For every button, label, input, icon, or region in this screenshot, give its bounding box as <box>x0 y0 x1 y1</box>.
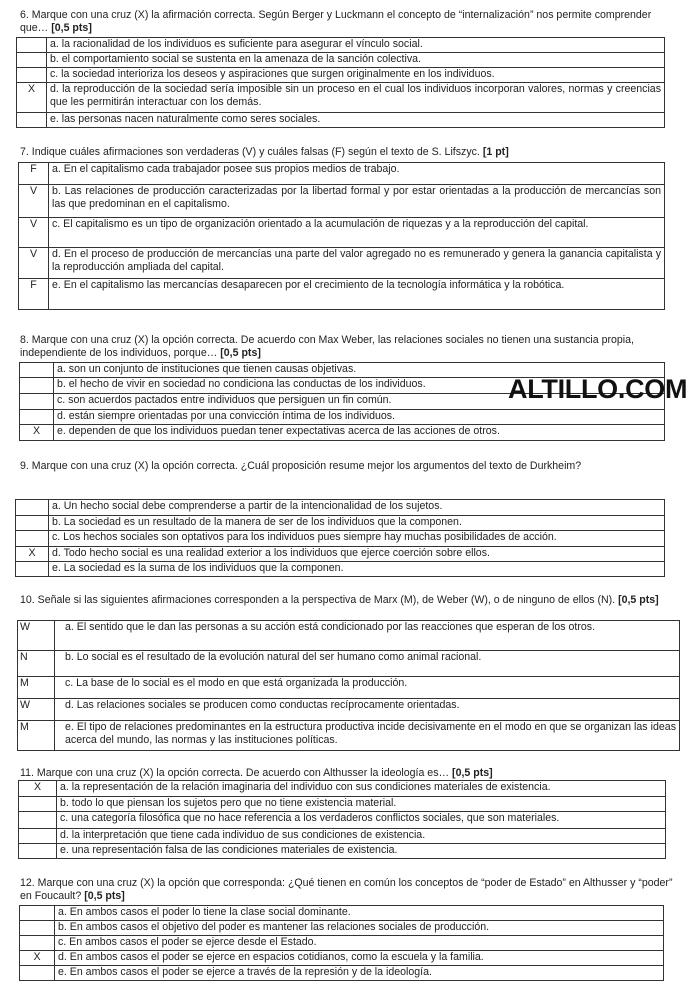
answer-text: d. están siempre orientadas por una convicción íntima de los individuos. <box>54 410 665 425</box>
table-row <box>20 951 664 966</box>
question-8-points: [0,5 pts] <box>220 346 261 359</box>
question-12-header <box>20 877 675 902</box>
table-row <box>20 906 664 921</box>
answer-text: e. una representación falsa de las condiciones materiales de existencia. <box>57 844 666 859</box>
question-9-header <box>20 460 675 473</box>
answer-mark[interactable]: W <box>18 699 55 721</box>
answer-mark[interactable] <box>20 394 54 410</box>
answer-mark[interactable]: N <box>18 651 55 677</box>
answer-mark[interactable] <box>16 516 49 531</box>
question-11-text: 11. Marque con una cruz (X) la opción correcta. De acuerdo con Althusser la ideología es… <box>20 767 450 779</box>
answer-mark[interactable] <box>16 562 49 577</box>
answer-text: a. son un conjunto de instituciones que tienen causas objetivas. <box>54 363 665 378</box>
answer-mark[interactable]: F <box>19 279 49 310</box>
answer-mark[interactable] <box>17 68 47 83</box>
answer-mark[interactable] <box>17 38 47 53</box>
answer-text: d. la interpretación que tiene cada individuo de sus condiciones de existencia. <box>57 829 666 844</box>
table-row <box>19 218 665 248</box>
question-6-points: [0,5 pts] <box>51 21 92 34</box>
answer-text: a. En el capitalismo cada trabajador posee sus propios medios de trabajo. <box>49 163 665 185</box>
answer-text: b. La sociedad es un resultado de la manera de ser de los individuos que la componen. <box>49 516 665 531</box>
table-row <box>20 966 664 981</box>
table-row <box>19 844 666 859</box>
answer-mark[interactable] <box>19 812 57 829</box>
answer-text: e. En ambos casos el poder se ejerce a través de la represión y de la ideología. <box>55 966 664 981</box>
table-row <box>17 68 665 83</box>
answer-text: b. el comportamiento social se sustenta en la amenaza de la sanción colectiva. <box>47 53 665 68</box>
table-row <box>16 500 665 516</box>
answer-mark[interactable] <box>20 921 55 936</box>
table-row <box>19 829 666 844</box>
answer-text: a. la representación de la relación imaginaria del individuo con sus condiciones materiales de existencia. <box>57 781 666 797</box>
question-8-header <box>20 334 675 359</box>
question-11-table <box>18 780 666 859</box>
question-12-points: [0,5 pts] <box>84 889 125 902</box>
answer-mark[interactable] <box>20 410 54 425</box>
answer-text: e. La sociedad es la suma de los individuos que la componen. <box>49 562 665 577</box>
answer-mark[interactable] <box>19 844 57 859</box>
answer-text: d. En el proceso de producción de mercancías una parte del valor agregado no es remunerado y genera la ganancia capitalista y la reproducción ampliada del capital. <box>49 248 665 279</box>
answer-mark[interactable]: V <box>19 248 49 279</box>
answer-mark[interactable]: F <box>19 163 49 185</box>
answer-text: d. Todo hecho social es una realidad exterior a los individuos que ejerce coerción sobre ellos. <box>49 547 665 562</box>
answer-mark[interactable] <box>19 797 57 812</box>
question-7-table <box>18 162 665 310</box>
answer-text: e. dependen de que los individuos puedan tener expectativas acerca de las acciones de otros. <box>54 425 665 441</box>
question-11-header <box>20 767 675 780</box>
table-row <box>18 677 680 699</box>
question-7-header <box>20 146 675 159</box>
answer-mark[interactable] <box>16 500 49 516</box>
answer-text: e. El tipo de relaciones predominantes en la estructura productiva incide decisivamente en el modo en que se organizan las ideas acerca del mundo, las normas y las instituciones políticas. <box>55 721 680 751</box>
answer-text: d. En ambos casos el poder se ejerce en espacios cotidianos, como la escuela y la familia. <box>55 951 664 966</box>
answer-text: e. las personas nacen naturalmente como seres sociales. <box>47 113 665 128</box>
answer-text: d. la reproducción de la sociedad sería imposible sin un proceso en el cual los individuos incorporan valores, normas y creencias que les permitirán interactuar con los demás. <box>47 83 665 113</box>
question-6-text: 6. Marque con una cruz (X) la afirmación correcta. Según Berger y Luckmann el concepto de “internalización” nos permite comprender que… <box>20 9 652 34</box>
question-12-text: 12. Marque con una cruz (X) la opción que corresponda: ¿Qué tienen en común los conceptos de “poder de Estado” en Althusser y “poder” en Foucault? <box>20 877 673 902</box>
question-10-table <box>17 620 680 751</box>
answer-mark[interactable] <box>20 378 54 394</box>
table-row <box>18 721 680 751</box>
answer-mark[interactable] <box>20 966 55 981</box>
table-row <box>20 936 664 951</box>
answer-text: b. Lo social es el resultado de la evolución natural del ser humano como animal racional. <box>55 651 680 677</box>
question-9-table <box>15 499 665 577</box>
answer-mark[interactable] <box>20 936 55 951</box>
question-6-header <box>20 9 675 34</box>
question-10-text: 10. Señale si las siguientes afirmaciones corresponden a la perspectiva de Marx (M), de Weber (W), o de ninguno de ellos (N). <box>20 594 616 606</box>
question-10-points: [0,5 pts] <box>618 594 659 606</box>
answer-text: a. El sentido que le dan las personas a su acción está condicionado por las reacciones que esperan de los otros. <box>55 621 680 651</box>
watermark-logo: ALTILLO.COM <box>508 374 688 404</box>
question-7-text: 7. Indique cuáles afirmaciones son verdaderas (V) y cuáles falsas (F) según el texto de S. Lifszyc. <box>20 146 480 158</box>
table-row <box>19 797 666 812</box>
table-row <box>20 921 664 936</box>
answer-text: e. En el capitalismo las mercancías desaparecen por el crecimiento de la tecnología informática y la robótica. <box>49 279 665 310</box>
table-row <box>19 163 665 185</box>
answer-mark[interactable] <box>17 113 47 128</box>
answer-text: b. todo lo que piensan los sujetos pero que no tiene existencia material. <box>57 797 666 812</box>
answer-mark[interactable]: X <box>16 547 49 562</box>
table-row <box>19 812 666 829</box>
question-6-table <box>16 37 665 128</box>
answer-mark[interactable] <box>20 363 54 378</box>
table-row <box>19 279 665 310</box>
table-row <box>16 516 665 531</box>
table-row <box>19 781 666 797</box>
answer-text: a. Un hecho social debe comprenderse a partir de la intencionalidad de los sujetos. <box>49 500 665 516</box>
question-11-points: [0,5 pts] <box>452 767 493 779</box>
answer-mark[interactable]: M <box>18 677 55 699</box>
question-9-text: 9. Marque con una cruz (X) la opción correcta. ¿Cuál proposición resume mejor los argumentos del texto de Durkheim? <box>20 460 582 472</box>
table-row <box>18 651 680 677</box>
table-row <box>16 547 665 562</box>
table-row <box>19 248 665 279</box>
answer-text: c. El capitalismo es un tipo de organización orientado a la acumulación de riquezas y a la reproducción del capital. <box>49 218 665 248</box>
table-row <box>20 410 665 425</box>
answer-text: b. el hecho de vivir en sociedad no condiciona las conductas de los individuos. <box>54 378 665 394</box>
answer-mark[interactable] <box>19 829 57 844</box>
answer-text: c. En ambos casos el poder se ejerce desde el Estado. <box>55 936 664 951</box>
answer-text: b. Las relaciones de producción caracterizadas por la libertad formal y por estar orientadas a la producción de mercancías son las que predominan en el capitalismo. <box>49 185 665 218</box>
table-row <box>16 562 665 577</box>
table-row <box>17 53 665 68</box>
table-row <box>17 83 665 113</box>
answer-text: a. En ambos casos el poder lo tiene la clase social dominante. <box>55 906 664 921</box>
answer-text: c. la sociedad interioriza los deseos y aspiraciones que surgen originalmente en los individuos. <box>47 68 665 83</box>
answer-mark[interactable]: V <box>19 218 49 248</box>
table-row <box>18 699 680 721</box>
answer-text: c. Los hechos sociales son optativos para los individuos pues siempre hay muchas posibilidades de acción. <box>49 531 665 547</box>
answer-mark[interactable]: V <box>19 185 49 218</box>
table-row <box>17 38 665 53</box>
question-7-points: [1 pt] <box>482 146 509 158</box>
answer-text: d. Las relaciones sociales se producen como conductas recíprocamente orientadas. <box>55 699 680 721</box>
question-12-table <box>19 905 664 981</box>
answer-text: c. una categoría filosófica que no hace referencia a los verdaderos conflictos sociales, que son materiales. <box>57 812 666 829</box>
answer-mark[interactable] <box>16 531 49 547</box>
answer-text: a. la racionalidad de los individuos es suficiente para asegurar el vínculo social. <box>47 38 665 53</box>
table-row <box>20 425 665 441</box>
question-10-header <box>20 594 675 607</box>
answer-mark[interactable]: X <box>20 951 55 966</box>
table-row <box>18 621 680 651</box>
question-8-text: 8. Marque con una cruz (X) la opción correcta. De acuerdo con Max Weber, las relaciones sociales no tienen una sustancia propia, independiente de los individuos, porque… <box>20 334 634 359</box>
answer-mark[interactable]: X <box>20 425 54 441</box>
table-row <box>17 113 665 128</box>
answer-mark[interactable]: X <box>17 83 47 113</box>
answer-mark[interactable] <box>17 53 47 68</box>
table-row <box>19 185 665 218</box>
answer-mark[interactable]: M <box>18 721 55 751</box>
answer-text: c. La base de lo social es el modo en que está organizada la producción. <box>55 677 680 699</box>
answer-text: c. son acuerdos pactados entre individuos que persiguen un fin común. <box>54 394 665 410</box>
answer-mark[interactable] <box>20 906 55 921</box>
answer-mark[interactable]: X <box>19 781 57 797</box>
table-row <box>16 531 665 547</box>
answer-mark[interactable]: W <box>18 621 55 651</box>
answer-text: b. En ambos casos el objetivo del poder es mantener las relaciones sociales de producción. <box>55 921 664 936</box>
